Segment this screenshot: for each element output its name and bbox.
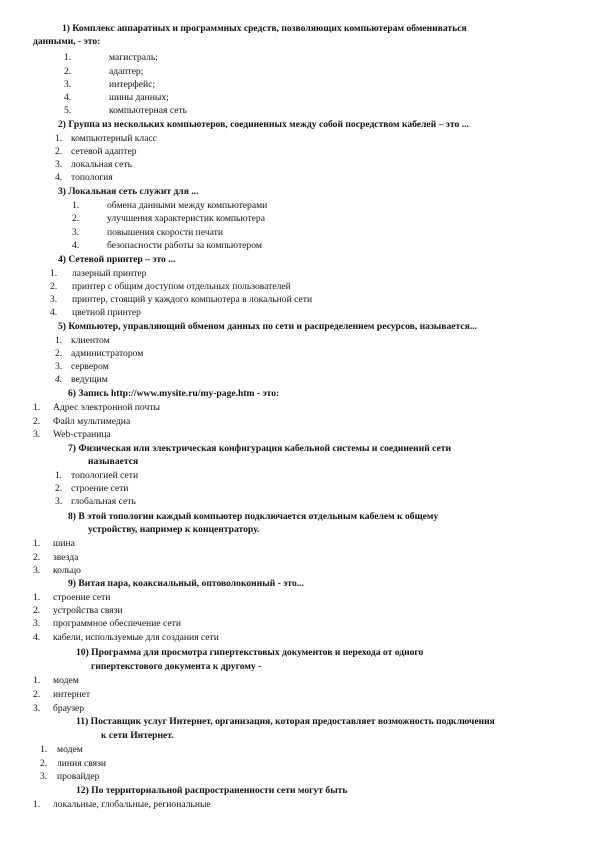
question-1-option-5: 5. компьютерная сеть <box>64 105 188 116</box>
question-2-option-2: 2. сетевой адаптер <box>55 146 137 157</box>
question-10-option-3: 3. браузер <box>33 703 85 714</box>
question-11-option-3: 3. провайдер <box>40 771 100 782</box>
question-10-title: 10) Программа для просмотра гипертекстовых документов и перехода от одного <box>76 647 424 658</box>
question-8-option-1: 1. шина <box>33 538 75 549</box>
question-1-option-3: 3. интерфейс; <box>64 79 156 90</box>
question-9-option-2: 2. устройства связи <box>33 605 123 616</box>
question-6-option-3: 3. Web-страница <box>33 429 111 440</box>
question-10-title-cont: гипертекстового документа к другому - <box>91 661 262 672</box>
question-2-option-3: 3. локальная сеть <box>55 159 133 170</box>
question-6-option-2: 2. Файл мультимедиа <box>33 416 131 427</box>
question-1-title: 1) Комплекс аппаратных и программных средств, позволяющих компьютерам обмениваться <box>62 23 467 34</box>
question-4-title: 4) Сетевой принтер – это ... <box>58 254 176 265</box>
question-3-title: 3) Локальная сеть служит для ... <box>58 186 199 197</box>
question-1-option-4: 4. шины данных; <box>64 92 169 103</box>
question-8-option-3: 3. кольцо <box>33 565 81 576</box>
question-9-option-4: 4. кабели, используемые для создания сети <box>33 632 219 643</box>
question-10-option-1: 1. модем <box>33 675 79 686</box>
question-11-title-cont: к сети Интернет. <box>101 730 174 741</box>
question-1-option-1: 1. магистраль; <box>64 52 158 63</box>
question-3-option-4: 4. безопасности работы за компьютером <box>72 240 262 251</box>
question-7-option-1: 1. топологией сети <box>55 470 139 481</box>
question-5-option-1: 1. клиентом <box>55 335 110 346</box>
question-2-title: 2) Группа из нескольких компьютеров, соединенных между собой посредством кабелей – это ... <box>58 119 469 130</box>
question-5-option-2: 2. администратором <box>55 348 144 359</box>
question-6-title: 6) Запись http://www.mysite.ru/my-page.htm - это: <box>68 388 280 399</box>
question-8-title-cont: устройству, например к концентратору. <box>88 524 260 535</box>
question-3-option-2: 2. улучшения характеристик компьютера <box>72 213 265 224</box>
question-3-option-1: 1. обмена данными между компьютерами <box>72 200 268 211</box>
question-2-option-4: 4. топология <box>55 172 113 183</box>
question-7-title: 7) Физическая или электрическая конфигурация кабельной системы и соединений сети <box>68 443 452 454</box>
question-7-option-2: 2. строение сети <box>55 483 129 494</box>
question-7-title-cont: называется <box>88 456 139 467</box>
question-3-option-3: 3. повышения скорости печати <box>72 227 223 238</box>
question-11-option-1: 1. модем <box>40 744 83 755</box>
question-9-option-1: 1. строение сети <box>33 592 111 603</box>
question-1-option-2: 2. адаптер; <box>64 66 144 77</box>
question-5-option-4: 4. ведущим <box>55 374 108 385</box>
question-5-title: 5) Компьютер, управляющий обменом данных по сети и распределением ресурсов, называется... <box>58 321 478 332</box>
question-12-option-1: 1. локальные, глобальные, региональные <box>33 799 211 810</box>
question-1-title-cont: данными, - это: <box>33 36 101 47</box>
question-9-title: 9) Витая пара, коаксиальный, оптоволоконный - это... <box>68 578 304 589</box>
question-5-option-3: 3. сервером <box>55 361 109 372</box>
question-9-option-3: 3. программное обеспечение сети <box>33 618 181 629</box>
question-8-option-2: 2. звезда <box>33 552 79 563</box>
question-11-title: 11) Поставщик услуг Интернет, организация, которая предоставляет возможность подключения <box>76 716 495 727</box>
question-2-option-1: 1. компьютерный класс <box>55 133 157 144</box>
question-6-option-1: 1. Адрес электронной почты <box>33 402 160 413</box>
question-11-option-2: 2. линия связи <box>40 758 106 769</box>
question-4-option-4: 4. цветной принтер <box>50 307 141 318</box>
question-4-option-2: 2. принтер с общим доступом отдельных пользователей <box>50 281 291 292</box>
question-7-option-3: 3. глобальная сеть <box>55 496 136 507</box>
question-4-option-1: 1. лазерный принтер <box>50 268 147 279</box>
question-8-title: 8) В этой топологии каждый компьютер подключается отдельным кабелем к общему <box>68 511 439 522</box>
question-12-title: 12) По территориальной распространенности сети могут быть <box>76 785 348 796</box>
question-4-option-3: 3. принтер, стоящий у каждого компьютера в локальной сети <box>50 294 313 305</box>
question-10-option-2: 2. интернет <box>33 689 91 700</box>
